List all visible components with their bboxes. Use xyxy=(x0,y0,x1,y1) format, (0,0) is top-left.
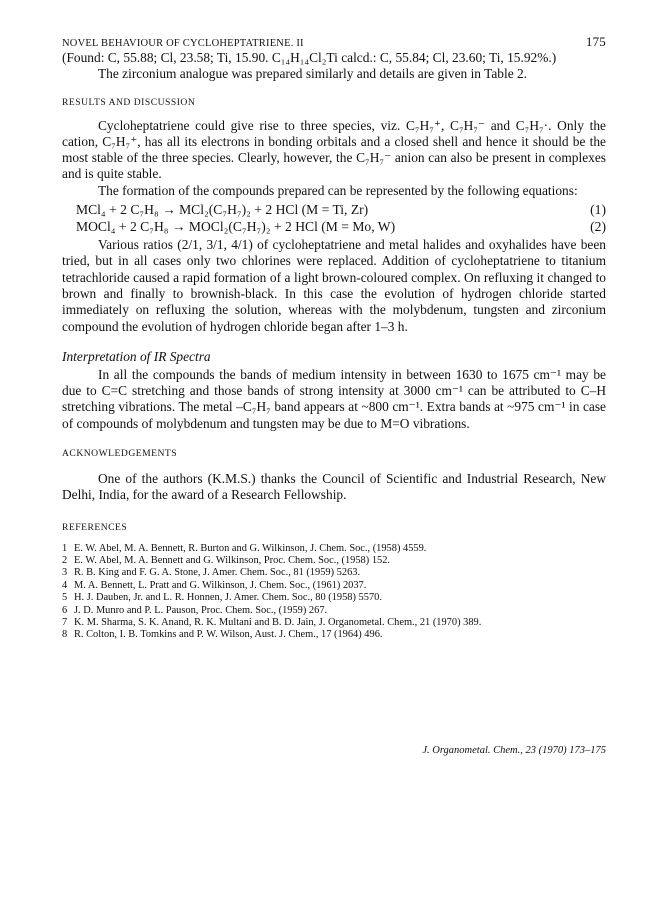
reference-item: 4 M. A. Bennett, L. Pratt and G. Wilkinson, J. Chem. Soc., (1961) 2037. xyxy=(62,579,367,591)
reference-item: 6 J. D. Munro and P. L. Pauson, Proc. Chem. Soc., (1959) 267. xyxy=(62,604,328,616)
reference-item: 5 H. J. Dauben, Jr. and L. R. Honnen, J. Amer. Chem. Soc., 80 (1958) 5570. xyxy=(62,592,382,604)
reference-item: 7 K. M. Sharma, S. K. Anand, R. K. Multani and B. D. Jain, J. Organometal. Chem., 21 (1970) 389. xyxy=(62,617,482,629)
reference-item: 2 E. W. Abel, M. A. Bennett and G. Wilkinson, Proc. Chem. Soc., (1958) 152. xyxy=(62,555,390,567)
equation-1-number: (1) xyxy=(590,202,606,218)
results-paragraph-2: The formation of the compounds prepared can be represented by the following equations: xyxy=(98,182,578,198)
found-line: (Found: C, 55.88; Cl, 23.58; Ti, 15.90. C₁₄H₁₄Cl₂Ti calcd.: C, 55.84; Cl, 23.60; Ti, 15.92%.) xyxy=(62,50,557,65)
equation-2 xyxy=(62,218,606,235)
equation-2-number: (2) xyxy=(590,219,606,235)
equations xyxy=(62,201,606,235)
page-body xyxy=(62,34,606,642)
equation-1 xyxy=(62,201,606,218)
reference-item: 1 E. W. Abel, M. A. Bennett, R. Burton and G. Wilkinson, J. Chem. Soc., (1958) 4559. xyxy=(62,542,427,554)
results-paragraph-3: Various ratios (2/1, 3/1, 4/1) of cycloheptatriene and metal halides and oxyhalides have been tried, but in all cases only two chlorines were replaced. Addition of cycloheptatriene to titanium tetrachloride caused a rapid formation of a light brown-coloured complex. On refluxing it changed to brown and finally to brownish-black. In this case the evolution of hydrogen chloride started immediately on refluxing the solution, whereas with the molybdenum, tungsten and zirconium compound the evolution of hydrogen chloride began after 1–3 h. xyxy=(62,237,606,334)
zirconium-note: The zirconium analogue was prepared similarly and details are given in Table 2. xyxy=(98,66,528,82)
equation-1-text: MCl₄ + 2 C₇H₈ → MCl₂(C₇H₇)₂ + 2 HCl (M = Ti, Zr) xyxy=(76,202,369,218)
results-heading: RESULTS AND DISCUSSION xyxy=(62,96,196,108)
acknowledgements-heading: ACKNOWLEDGEMENTS xyxy=(62,448,178,460)
running-title: NOVEL BEHAVIOUR OF CYCLOHEPTATRIENE. II xyxy=(62,38,304,49)
reference-item: 3 R. B. King and F. G. A. Stone, J. Amer. Chem. Soc., 81 (1959) 5263. xyxy=(62,567,361,579)
ir-paragraph: In all the compounds the bands of medium intensity in between 1630 to 1675 cm⁻¹ may be due to C=C stretching and those bands of strong intensity at 3000 cm⁻¹ can be attributed to C–H stretching vibrations. The metal –C₇H₇ band appears at ~800 cm⁻¹. Extra bands at ~975 cm⁻¹ in case of compounds of molybdenum and tungsten may be due to M=O vibrations. xyxy=(62,366,606,431)
reference-item: 8 R. Colton, I. B. Tomkins and P. W. Wilson, Aust. J. Chem., 17 (1964) 496. xyxy=(62,629,383,641)
running-header xyxy=(62,34,606,50)
page-number: 175 xyxy=(585,34,606,49)
ir-heading: Interpretation of IR Spectra xyxy=(62,348,211,364)
references-list xyxy=(62,543,606,642)
results-paragraph-1: Cycloheptatriene could give rise to three species, viz. C₇H₇⁺, C₇H₇⁻ and C₇H₇·. Only the cation, C₇H₇⁺, has all its electrons in bonding orbitals and a closed shell and hence it should be the most stable of the three species. Clearly, however, the C₇H₇⁻ anion can also be present in complexes and is quite stable. xyxy=(62,117,606,182)
acknowledgements-paragraph: One of the authors (K.M.S.) thanks the Council of Scientific and Industrial Research, New Delhi, India, for the award of a Research Fellowship. xyxy=(62,471,606,503)
equation-2-text: MOCl₄ + 2 C₇H₈ → MOCl₂(C₇H₇)₂ + 2 HCl (M = Mo, W) xyxy=(76,219,396,235)
references-heading: REFERENCES xyxy=(62,521,128,533)
journal-citation-footer: J. Organometal. Chem., 23 (1970) 173–175 xyxy=(422,745,606,756)
